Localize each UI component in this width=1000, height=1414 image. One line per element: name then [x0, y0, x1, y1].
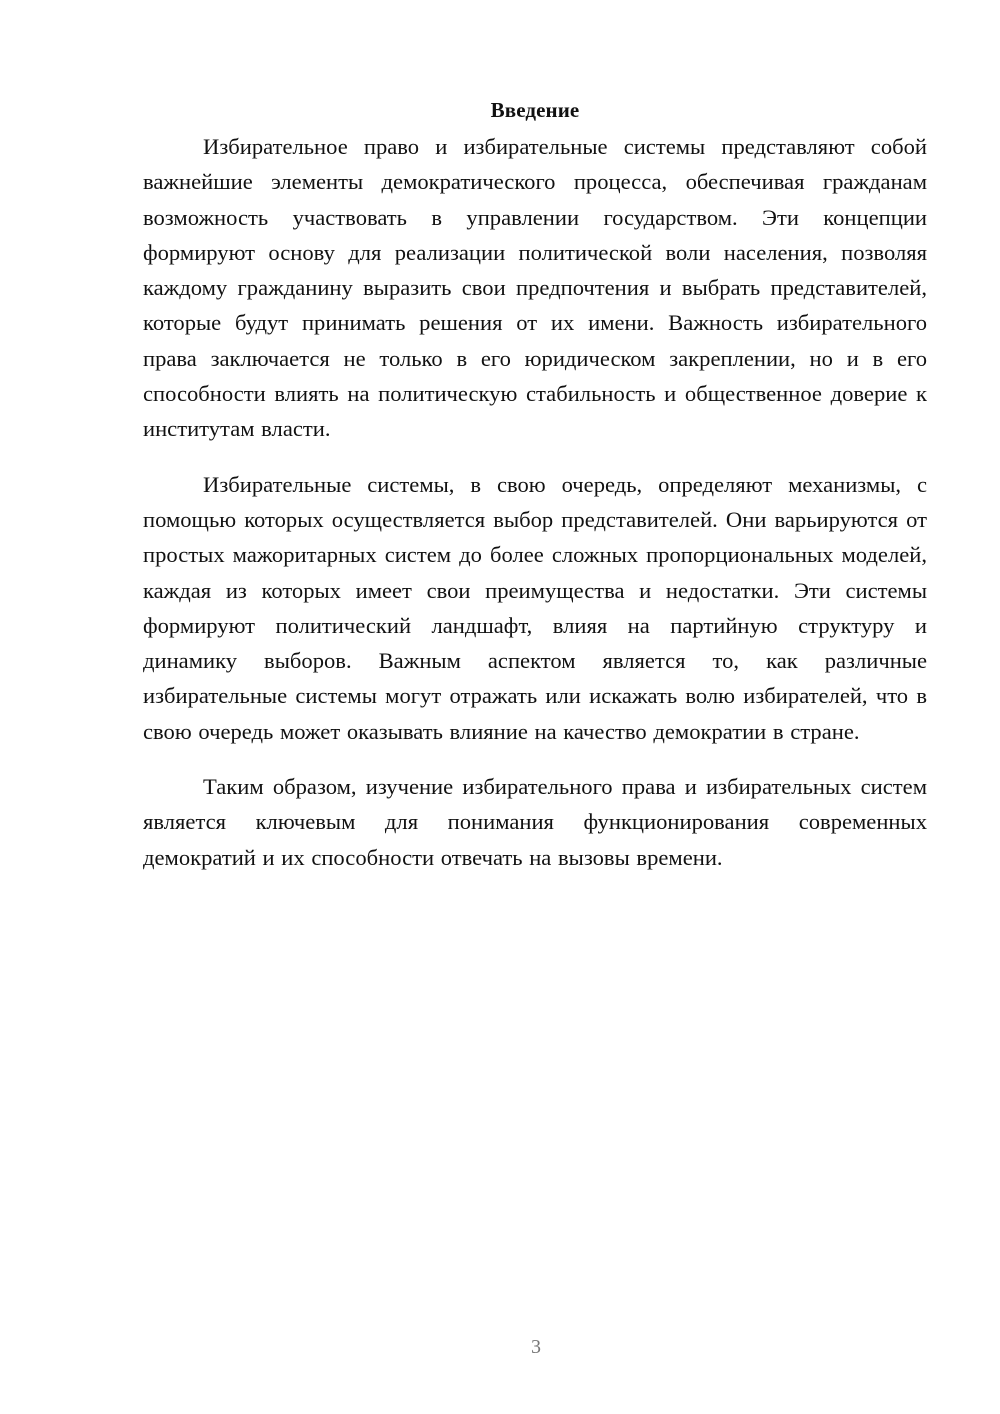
paragraph-3: Таким образом, изучение избирательного права и избирательных систем является ключевым для понимания функционирования современных демократий и их способности отвечать на вызовы времени. [143, 774, 927, 870]
paragraph-1: Избирательное право и избирательные системы представляют собой важнейшие элементы демократического процесса, обеспечивая гражданам возможность участвовать в управлении государством. Эти концепции формируют основу для реализации политической воли населения, позволяя каждому гражданину выразить свои предпочтения и выбрать представителей, которые будут принимать решения от их имени. Важность избирательного права заключается не только в его юридическом закреплении, но и в его способности влиять на политическую стабильность и общественное доверие к институтам власти. [143, 134, 927, 442]
paragraph-2: Избирательные системы, в свою очередь, определяют механизмы, с помощью которых осуществляется выбор представителей. Они варьируются от простых мажоритарных систем до более сложных пропорциональных моделей, каждая из которых имеет свои преимущества и недостатки. Эти системы формируют политический ландшафт, влияя на партийную структуру и динамику выборов. Важным аспектом является то, как различные избирательные системы могут отражать или искажать волю избирателей, что в свою очередь может оказывать влияние на качество демократии в стране. [143, 471, 927, 744]
section-heading: Введение [490, 98, 580, 122]
page-content [143, 95, 927, 875]
page-number: 3 [531, 1336, 541, 1358]
